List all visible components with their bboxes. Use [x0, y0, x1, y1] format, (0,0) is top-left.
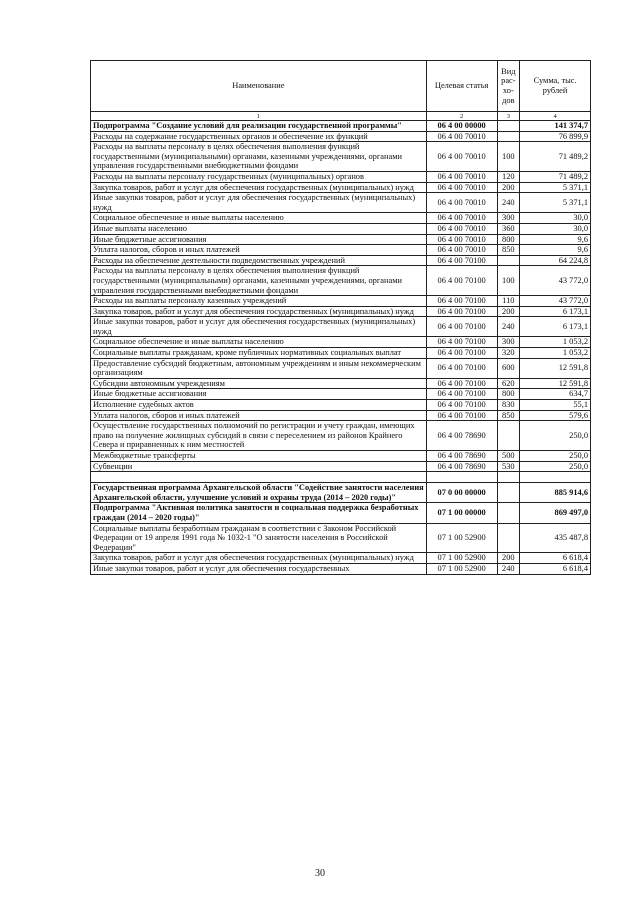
row-name: Расходы на выплаты персоналу в целях обеспечения выполнения функций государственными (муниципальными) органами, казенными учреждениями, органами управления государственными внебюджетными фондами — [91, 142, 427, 172]
row-code: 07 1 00 52900 — [426, 523, 497, 553]
row-sum: 6 173,1 — [520, 306, 591, 317]
row-code: 07 1 00 52900 — [426, 563, 497, 574]
row-sum: 30,0 — [520, 213, 591, 224]
row-kind: 120 — [497, 171, 520, 182]
row-name: Расходы на выплаты персоналу в целях обеспечения выполнения функций государственными (муниципальными) органами, казенными учреждениями, органами управления государственными внебюджетными фондами — [91, 266, 427, 296]
row-sum: 250,0 — [520, 421, 591, 451]
table-row — [91, 213, 591, 224]
row-name: Расходы на выплаты персоналу казенных учреждений — [91, 296, 427, 307]
row-code: 07 1 00 52900 — [426, 553, 497, 564]
row-kind: 850 — [497, 245, 520, 256]
spacer-row — [91, 472, 591, 483]
row-code: 07 0 00 00000 — [426, 483, 497, 503]
row-name: Иные закупки товаров, работ и услуг для обеспечения государственных — [91, 563, 427, 574]
row-code: 06 4 00 70100 — [426, 296, 497, 307]
header-code: Целевая статья — [426, 61, 497, 112]
table-row — [91, 142, 591, 172]
row-code: 06 4 00 70010 — [426, 142, 497, 172]
row-code: 06 4 00 70100 — [426, 389, 497, 400]
table-row — [91, 182, 591, 193]
row-kind: 360 — [497, 223, 520, 234]
row-sum: 9,6 — [520, 234, 591, 245]
row-name: Расходы на выплаты персоналу государственных (муниципальных) органов — [91, 171, 427, 182]
row-kind: 240 — [497, 563, 520, 574]
header-sum: Сумма, тыс. рублей — [520, 61, 591, 112]
table-row — [91, 255, 591, 266]
table-row — [91, 223, 591, 234]
row-kind — [497, 503, 520, 523]
row-kind: 200 — [497, 182, 520, 193]
row-code: 06 4 00 70100 — [426, 306, 497, 317]
row-code: 06 4 00 00000 — [426, 121, 497, 132]
row-sum: 6 173,1 — [520, 317, 591, 337]
table-row — [91, 245, 591, 256]
row-code: 06 4 00 70100 — [426, 410, 497, 421]
row-kind: 620 — [497, 378, 520, 389]
row-name: Осуществление государственных полномочий по регистрации и учету граждан, имеющих право на получение жилищных субсидий в связи с переселением из районов Крайнего Севера и приравненных к ним местностей — [91, 421, 427, 451]
row-name: Иные выплаты населению — [91, 223, 427, 234]
budget-table — [90, 60, 591, 575]
column-index-1: 1 — [91, 112, 427, 121]
row-code: 06 4 00 70010 — [426, 213, 497, 224]
row-name: Иные закупки товаров, работ и услуг для обеспечения государственных (муниципальных) нужд — [91, 193, 427, 213]
header-kind: Вид рас-хо-дов — [497, 61, 520, 112]
row-kind: 530 — [497, 461, 520, 472]
row-code: 06 4 00 70010 — [426, 193, 497, 213]
table-row — [91, 389, 591, 400]
table-row — [91, 348, 591, 359]
table-row — [91, 296, 591, 307]
row-kind: 110 — [497, 296, 520, 307]
row-name: Уплата налогов, сборов и иных платежей — [91, 410, 427, 421]
column-index-2: 2 — [426, 112, 497, 121]
row-sum: 6 618,4 — [520, 563, 591, 574]
row-name: Социальное обеспечение и иные выплаты населению — [91, 337, 427, 348]
row-code: 06 4 00 70010 — [426, 223, 497, 234]
row-sum: 43 772,0 — [520, 296, 591, 307]
table-header-row — [91, 61, 591, 112]
row-code: 06 4 00 70100 — [426, 358, 497, 378]
row-sum: 76 899,9 — [520, 131, 591, 142]
row-name: Субсидии автономным учреждениям — [91, 378, 427, 389]
row-kind — [497, 483, 520, 503]
row-sum: 250,0 — [520, 461, 591, 472]
row-sum: 55,1 — [520, 400, 591, 411]
row-sum: 435 487,8 — [520, 523, 591, 553]
row-code: 06 4 00 70010 — [426, 171, 497, 182]
table-row — [91, 337, 591, 348]
row-sum: 9,6 — [520, 245, 591, 256]
row-name: Закупка товаров, работ и услуг для обеспечения государственных (муниципальных) нужд — [91, 553, 427, 564]
row-code: 06 4 00 70010 — [426, 245, 497, 256]
row-sum: 12 591,8 — [520, 378, 591, 389]
row-sum: 250,0 — [520, 451, 591, 462]
row-sum: 141 374,7 — [520, 121, 591, 132]
row-code: 06 4 00 78690 — [426, 451, 497, 462]
header-name: Наименование — [91, 61, 427, 112]
table-row — [91, 451, 591, 462]
row-name: Межбюджетные трансферты — [91, 451, 427, 462]
row-name: Закупка товаров, работ и услуг для обеспечения государственных (муниципальных) нужд — [91, 306, 427, 317]
row-sum: 1 053,2 — [520, 348, 591, 359]
table-row — [91, 131, 591, 142]
row-sum: 1 053,2 — [520, 337, 591, 348]
row-code: 06 4 00 70010 — [426, 131, 497, 142]
row-kind: 200 — [497, 306, 520, 317]
table-row — [91, 503, 591, 523]
row-code: 06 4 00 70100 — [426, 337, 497, 348]
table-row — [91, 400, 591, 411]
row-name: Иные закупки товаров, работ и услуг для обеспечения государственных (муниципальных) нужд — [91, 317, 427, 337]
row-name: Социальное обеспечение и иные выплаты населению — [91, 213, 427, 224]
row-kind: 240 — [497, 317, 520, 337]
table-row — [91, 193, 591, 213]
row-code: 06 4 00 70100 — [426, 378, 497, 389]
row-kind: 240 — [497, 193, 520, 213]
row-code: 07 1 00 00000 — [426, 503, 497, 523]
row-kind — [497, 421, 520, 451]
row-sum: 43 772,0 — [520, 266, 591, 296]
row-name: Субвенции — [91, 461, 427, 472]
row-kind: 320 — [497, 348, 520, 359]
table-row — [91, 266, 591, 296]
row-name: Предоставление субсидий бюджетным, автономным учреждениям и иным некоммерческим организациям — [91, 358, 427, 378]
row-name: Расходы на обеспечение деятельности подведомственных учреждений — [91, 255, 427, 266]
table-row — [91, 121, 591, 132]
row-code: 06 4 00 78690 — [426, 421, 497, 451]
row-kind: 300 — [497, 213, 520, 224]
row-kind: 800 — [497, 389, 520, 400]
table-row — [91, 523, 591, 553]
row-kind: 300 — [497, 337, 520, 348]
column-index-3: 3 — [497, 112, 520, 121]
column-index-row — [91, 112, 591, 121]
row-kind: 600 — [497, 358, 520, 378]
row-kind: 200 — [497, 553, 520, 564]
row-kind: 100 — [497, 142, 520, 172]
table-row — [91, 563, 591, 574]
row-name: Социальные выплаты безработным гражданам в соответствии с Законом Российской Федерации от 19 апреля 1991 года № 1032-1 "О занятости населения в Российской Федерации" — [91, 523, 427, 553]
row-name: Расходы на содержание государственных органов и обеспечение их функций — [91, 131, 427, 142]
row-name: Закупка товаров, работ и услуг для обеспечения государственных (муниципальных) нужд — [91, 182, 427, 193]
table-row — [91, 234, 591, 245]
row-name: Иные бюджетные ассигнования — [91, 234, 427, 245]
row-kind: 500 — [497, 451, 520, 462]
row-sum: 5 371,1 — [520, 193, 591, 213]
row-sum: 6 618,4 — [520, 553, 591, 564]
row-name: Иные бюджетные ассигнования — [91, 389, 427, 400]
row-sum: 71 489,2 — [520, 171, 591, 182]
table-row — [91, 358, 591, 378]
table-row — [91, 553, 591, 564]
row-code: 06 4 00 78690 — [426, 461, 497, 472]
row-kind: 850 — [497, 410, 520, 421]
row-code: 06 4 00 70100 — [426, 400, 497, 411]
table-row — [91, 378, 591, 389]
row-kind: 100 — [497, 266, 520, 296]
row-sum: 869 497,0 — [520, 503, 591, 523]
row-sum — [520, 472, 591, 483]
row-sum: 30,0 — [520, 223, 591, 234]
row-sum: 5 371,1 — [520, 182, 591, 193]
row-code: 06 4 00 70010 — [426, 182, 497, 193]
row-code: 06 4 00 70010 — [426, 234, 497, 245]
row-name: Подпрограмма "Создание условий для реализации государственной программы" — [91, 121, 427, 132]
row-sum: 885 914,6 — [520, 483, 591, 503]
row-sum: 12 591,8 — [520, 358, 591, 378]
row-code — [426, 472, 497, 483]
table-row — [91, 171, 591, 182]
row-kind: 830 — [497, 400, 520, 411]
row-sum: 634,7 — [520, 389, 591, 400]
row-kind — [497, 131, 520, 142]
row-name: Социальные выплаты гражданам, кроме публичных нормативных социальных выплат — [91, 348, 427, 359]
row-sum: 71 489,2 — [520, 142, 591, 172]
row-code: 06 4 00 70100 — [426, 348, 497, 359]
row-kind — [497, 121, 520, 132]
row-kind — [497, 472, 520, 483]
page-number: 30 — [315, 868, 325, 879]
row-code: 06 4 00 70100 — [426, 317, 497, 337]
row-name — [91, 472, 427, 483]
budget-table-body — [91, 61, 591, 575]
row-code: 06 4 00 70100 — [426, 255, 497, 266]
table-row — [91, 483, 591, 503]
table-row — [91, 421, 591, 451]
row-kind — [497, 255, 520, 266]
table-row — [91, 410, 591, 421]
row-kind — [497, 523, 520, 553]
row-name: Государственная программа Архангельской области "Содействие занятости населения Архангельской области, улучшение условий и охраны труда (2014 – 2020 годы)" — [91, 483, 427, 503]
row-kind: 800 — [497, 234, 520, 245]
table-row — [91, 306, 591, 317]
row-name: Подпрограмма "Активная политика занятости и социальная поддержка безработных граждан (2014 – 2020 годы)" — [91, 503, 427, 523]
row-sum: 64 224,8 — [520, 255, 591, 266]
table-row — [91, 461, 591, 472]
table-row — [91, 317, 591, 337]
row-name: Уплата налогов, сборов и иных платежей — [91, 245, 427, 256]
column-index-4: 4 — [520, 112, 591, 121]
row-code: 06 4 00 70100 — [426, 266, 497, 296]
row-sum: 579,6 — [520, 410, 591, 421]
row-name: Исполнение судебных актов — [91, 400, 427, 411]
